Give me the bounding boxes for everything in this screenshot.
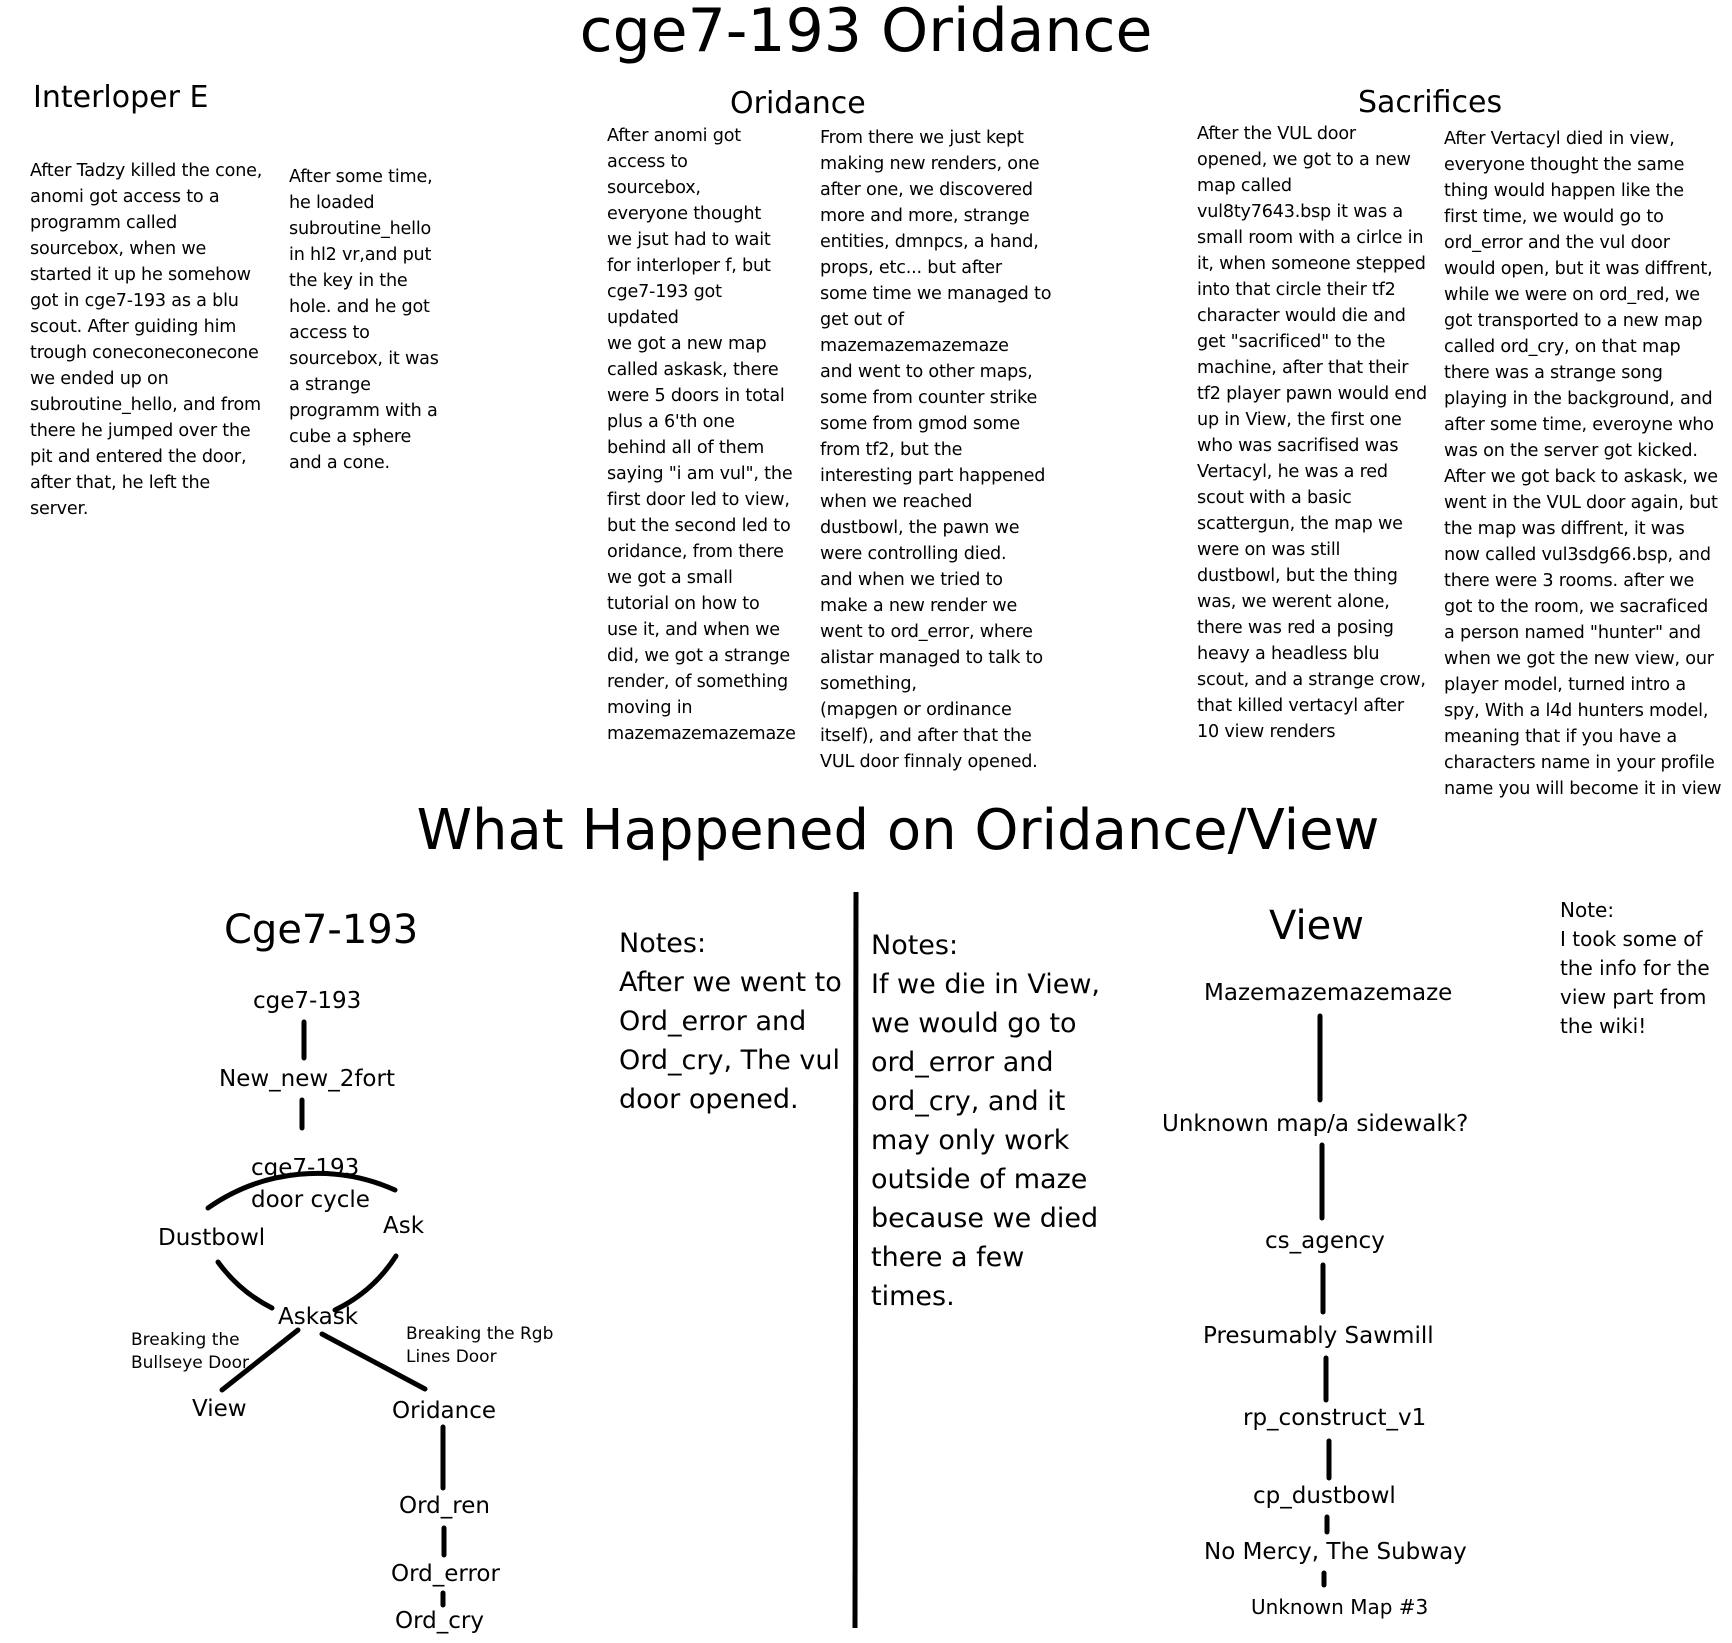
- node-cge7-193: cge7-193: [253, 988, 362, 1014]
- notes-left: Notes: After we went to Ord_error and Ord_cry, The vul door opened.: [619, 928, 842, 1115]
- node-askask: Askask: [278, 1304, 359, 1330]
- view-node-3: cs_agency: [1265, 1228, 1385, 1254]
- interloper-text-col1: After Tadzy killed the cone, anomi got access to a programm called sourcebox, when we started it up he somehow got in cge7-193 as a blu scout. After guiding him trough coneconeconecone we ended up on subroutine_hello, and from there he jumped over the pit and entered the door, after that, he left the server.: [30, 161, 263, 519]
- subtitle: What Happened on Oridance/View: [416, 798, 1380, 863]
- view-node-5: rp_construct_v1: [1243, 1405, 1427, 1431]
- note-wiki: Note: I took some of the info for the view part from the wiki!: [1560, 898, 1710, 1038]
- sacrifices-text-col2: After Vertacyl died in view, everyone thought the same thing would happen like the first time, we would go to ord_error and the vul door would open, but it was diffrent, while we were on ord_red, we got transported to a new map called ord_cry, on that map there was a strange song playing in the background, and after some time, everoyne who was on the server got kicked. After we got back to askask, we went in the VUL door again, but the map was diffrent, it was now called vul3sdg66.bsp, and there were 3 rooms. after we got to the room, we sacraficed a person named "hunter" and when we got the new view, our player model, turned intro a spy, With a l4d hunters model, meaning that if you have a characters name in your profile name you will become it in view: [1444, 129, 1722, 799]
- interloper-text-col2: After some time, he loaded subroutine_hello in hl2 vr,and put the key in the hole. and he got access to sourcebox, it was a strange programm with a cube a sphere and a cone.: [289, 167, 439, 473]
- node-view: View: [192, 1396, 247, 1422]
- node-ord-cry: Ord_cry: [395, 1608, 484, 1634]
- cge-chart-heading: Cge7-193: [224, 907, 419, 953]
- interloper-heading: Interloper E: [33, 80, 209, 115]
- node-cycle-line1: cge7-193: [251, 1155, 360, 1181]
- node-new-new-2fort: New_new_2fort: [219, 1066, 395, 1092]
- node-cycle-line2: door cycle: [251, 1187, 370, 1213]
- edge-cycle-arc-bottom-left: [218, 1262, 272, 1308]
- view-node-2: Unknown map/a sidewalk?: [1162, 1111, 1469, 1137]
- sacrifices-heading: Sacrifices: [1358, 85, 1503, 120]
- oridance-heading: Oridance: [730, 86, 866, 121]
- node-oridance: Oridance: [392, 1398, 497, 1424]
- view-chart-heading: View: [1269, 903, 1364, 949]
- edge-cycle-arc-bottom-right: [335, 1256, 396, 1310]
- center-divider: [855, 892, 856, 1628]
- notes-right: Notes: If we die in View, we would go to ord_error and ord_cry, and it may only work outside of maze because we died there a few times.: [871, 930, 1101, 1312]
- node-ask: Ask: [383, 1213, 425, 1239]
- view-node-8: Unknown Map #3: [1251, 1595, 1429, 1619]
- page-title: cge7-193 Oridance: [579, 0, 1153, 66]
- view-node-1: Mazemazemazemaze: [1204, 980, 1453, 1006]
- sacrifices-text-col1: After the VUL door opened, we got to a new map called vul8ty7643.bsp it was a small room with a cirlce in it, when someone stepped into that circle their tf2 character would die and get "sacrificed" to the machine, after that their tf2 player pawn would end up in View, the first one who was sacrifised was Vertacyl, he was a red scout with a basic scattergun, the map we were on was still dustbowl, but the thing was, we werent alone, there was red a posing heavy a headless blu scout, and a strange crow, that killed vertacyl after 10 view renders: [1197, 124, 1427, 742]
- oridance-text-col1: After anomi got access to sourcebox, everyone thought we jsut had to wait for interloper f, but cge7-193 got updated we got a new map called askask, there were 5 doors in total plus a 6'th one behind all of them saying "i am vul", the first door led to view, but the second led to oridance, from there we got a small tutorial on how to use it, and when we did, we got a strange render, of something moving in mazemazemazemaze: [607, 126, 796, 744]
- node-ord-ren: Ord_ren: [399, 1493, 490, 1519]
- edge-label-rgb: Breaking the Rgb Lines Door: [406, 1324, 554, 1367]
- oridance-text-col2: From there we just kept making new renders, one after one, we discovered more and more, strange entities, dmnpcs, a hand, props, etc... but after some time we managed to get out of mazemazemazemaze and went to other maps, some from counter strike some from gmod some from tf2, but the interesting part happened when we reached dustbowl, the pawn we were controlling died. and when we tried to make a new render we went to ord_error, where alistar managed to talk to something, (mapgen or ordinance itself), and after that the VUL door finnaly opened.: [820, 128, 1052, 772]
- view-node-7: No Mercy, The Subway: [1204, 1539, 1467, 1565]
- node-dustbowl: Dustbowl: [158, 1225, 266, 1251]
- node-ord-error: Ord_error: [391, 1561, 500, 1587]
- view-node-4: Presumably Sawmill: [1203, 1323, 1434, 1349]
- edge-label-bullseye: Breaking the Bullseye Door: [131, 1330, 250, 1373]
- view-node-6: cp_dustbowl: [1253, 1483, 1396, 1509]
